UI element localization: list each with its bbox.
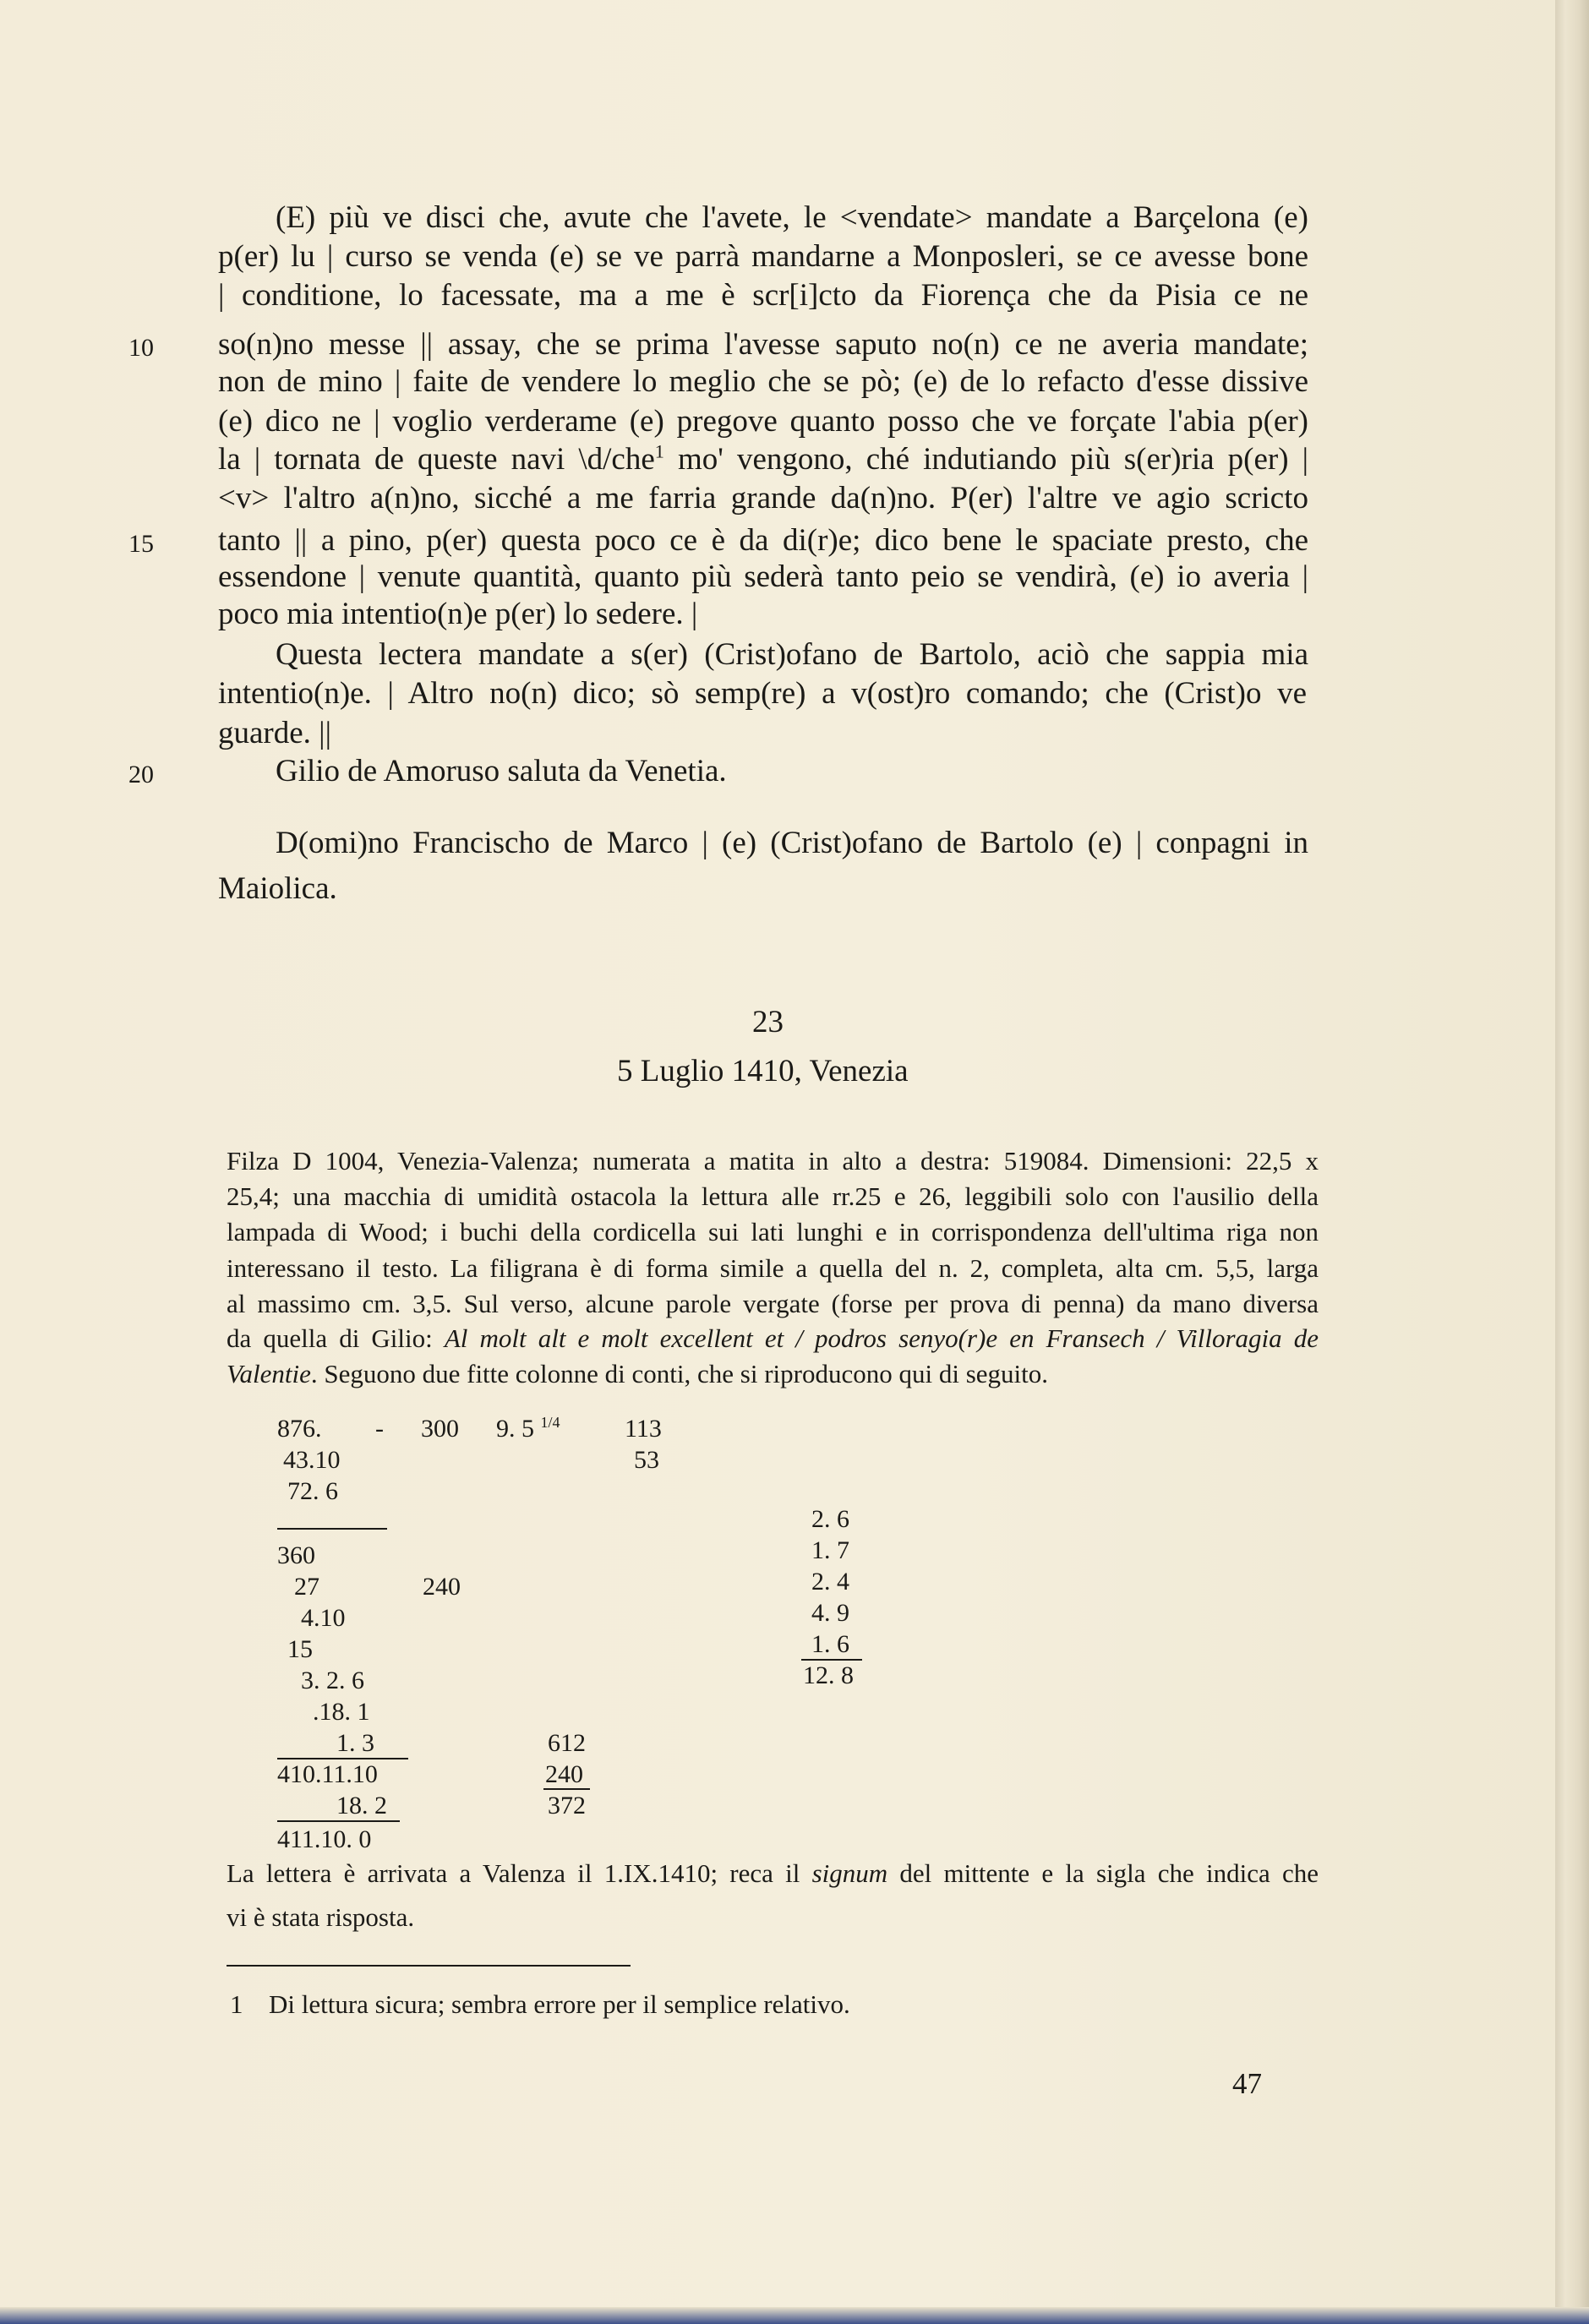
account-value: 411.10. 0 — [277, 1825, 372, 1853]
description-line: interessano il testo. La filigrana è di forma simile a quella del n. 2, completa, alta cm. 5,5, larga — [227, 1253, 1319, 1283]
text-line: (e) dico ne | voglio verderame (e) pregove quanto posso che ve forçate l'abia p(er) — [218, 404, 1308, 439]
footnote-mark: 1 — [654, 440, 664, 462]
description-line: Filza D 1004, Venezia-Valenza; numerata a matita in alto a destra: 519084. Dimensioni: 22,5 x — [227, 1146, 1319, 1176]
text-line: Questa lectera mandate a s(er) (Crist)ofano de Bartolo, aciò che sappia mia — [276, 637, 1308, 672]
note-segment: del mittente e la sigla che indica che — [887, 1858, 1319, 1888]
sum-rule — [543, 1788, 590, 1790]
text-line: tanto || a pino, p(er) questa poco ce è da di(r)e; dico bene le spaciate presto, che — [218, 523, 1308, 558]
footnote-mark: 1 — [230, 1989, 243, 2019]
account-value: - — [375, 1415, 384, 1443]
account-value: 876. — [277, 1415, 322, 1443]
page-number: 47 — [1232, 2067, 1262, 2100]
account-value: 53 — [634, 1446, 659, 1474]
account-value: 3. 2. 6 — [301, 1667, 364, 1694]
account-value: 240 — [545, 1760, 583, 1788]
description-line: al massimo cm. 3,5. Sul verso, alcune parole vergate (forse per prova di penna) da mano diversa — [227, 1289, 1319, 1318]
text-line: (E) più ve disci che, avute che l'avete, le <vendate> mandate a Barçelona (e) — [276, 200, 1308, 235]
account-value: 72. 6 — [287, 1477, 338, 1505]
description-segment: da quella di Gilio: — [227, 1323, 445, 1353]
description-line: lampada di Wood; i buchi della cordicella sui lati lunghi e in corrispondenza dell'ultima riga non — [227, 1217, 1319, 1247]
account-value: 113 — [625, 1415, 662, 1443]
account-value: 4.10 — [301, 1604, 346, 1632]
text-line: <v> l'altro a(n)no, sicché a me farria grande da(n)no. P(er) l'altre ve agio scricto — [218, 481, 1308, 516]
description-line: 25,4; una macchia di umidità ostacola la lettura alle rr.25 e 26, leggibili solo con l'ausilio della — [227, 1181, 1319, 1211]
account-value: 15 — [287, 1635, 313, 1663]
text-line: guarde. || — [218, 716, 331, 750]
account-value: 612 — [548, 1729, 586, 1757]
description-line — [227, 1322, 1319, 1356]
account-value: 372 — [548, 1792, 586, 1819]
verso-inscription: Al molt alt e molt excellent et / podros senyo(r)e en Fransech / Villoragia de — [444, 1323, 1319, 1353]
note-italic: signum — [811, 1858, 888, 1888]
address-line: Maiolica. — [218, 871, 337, 906]
account-value: 300 — [421, 1415, 459, 1443]
line-number: 15 — [128, 530, 154, 558]
signature: Gilio de Amoruso saluta da Venetia. — [276, 754, 727, 788]
text-line: non de mino | faite de vendere lo meglio che se pò; (e) de lo refacto d'esse dissive — [218, 364, 1308, 399]
account-value: .18. 1 — [313, 1698, 370, 1726]
text-line-with-footnote — [218, 440, 1308, 479]
address-line: D(omi)no Francischo de Marco | (e) (Crist)ofano de Bartolo (e) | conpagni in — [276, 826, 1308, 860]
account-value: 27 — [294, 1573, 319, 1601]
account-value-main: 9. 5 — [496, 1415, 534, 1443]
text-line: essendone | venute quantità, quanto più sederà tanto peio se vendirà, (e) io averia | — [218, 559, 1308, 594]
fraction: 1/4 — [540, 1414, 560, 1431]
footnote-text: Di lettura sicura; sembra errore per il semplice relativo. — [269, 1989, 850, 2019]
text-line: poco mia intentio(n)e p(er) lo sedere. | — [218, 597, 698, 631]
line-number: 20 — [128, 761, 154, 788]
text-segment: la | tornata de queste navi \d/che — [218, 442, 655, 477]
receipt-note — [227, 1857, 1319, 1890]
text-segment: mo' vengono, ché indutiando più s(er)ria p(er) | — [663, 442, 1308, 477]
account-value: 1. 7 — [811, 1536, 849, 1564]
description-line — [227, 1357, 1048, 1391]
sum-rule — [277, 1528, 387, 1530]
page-binding-edge — [0, 2307, 1589, 2324]
account-value: 2. 4 — [811, 1568, 849, 1596]
letter-date: 5 Luglio 1410, Venezia — [617, 1054, 909, 1088]
note-segment: La lettera è arrivata a Valenza il 1.IX.1410; reca il — [227, 1858, 812, 1888]
account-value: 12. 8 — [803, 1661, 854, 1689]
account-value: 360 — [277, 1541, 315, 1569]
account-value: 2. 6 — [811, 1505, 849, 1533]
line-number: 10 — [128, 334, 154, 362]
page-edge — [1555, 0, 1589, 2324]
account-value: 410.11.10 — [277, 1760, 378, 1788]
account-value: 43.10 — [283, 1446, 341, 1474]
letter-number: 23 — [752, 1005, 784, 1039]
account-value: 4. 9 — [811, 1599, 849, 1627]
text-line: intentio(n)e. | Altro no(n) dico; sò semp(re) a v(ost)ro comando; che (Crist)o ve — [218, 676, 1307, 711]
verso-inscription: Valentie — [227, 1359, 311, 1388]
account-value: 1. 6 — [811, 1630, 849, 1658]
text-line: so(n)no messe || assay, che se prima l'avesse saputo no(n) ce ne averia mandate; — [218, 327, 1308, 362]
sum-rule — [277, 1820, 400, 1822]
account-value: 240 — [423, 1573, 461, 1601]
account-value — [496, 1414, 560, 1444]
account-value: 18. 2 — [336, 1792, 387, 1819]
description-segment: . Seguono due fitte colonne di conti, che si riproducono qui di seguito. — [310, 1359, 1049, 1388]
account-value: 1. 3 — [336, 1729, 374, 1757]
text-line: | conditione, lo facessate, ma a me è scr[i]cto da Fiorença che da Pisia ce ne — [218, 278, 1308, 313]
footnote-separator — [227, 1965, 631, 1967]
receipt-note: vi è stata risposta. — [227, 1902, 415, 1932]
text-line: p(er) lu | curso se venda (e) se ve parrà mandarne a Monposleri, se ce avesse bone — [218, 239, 1308, 274]
